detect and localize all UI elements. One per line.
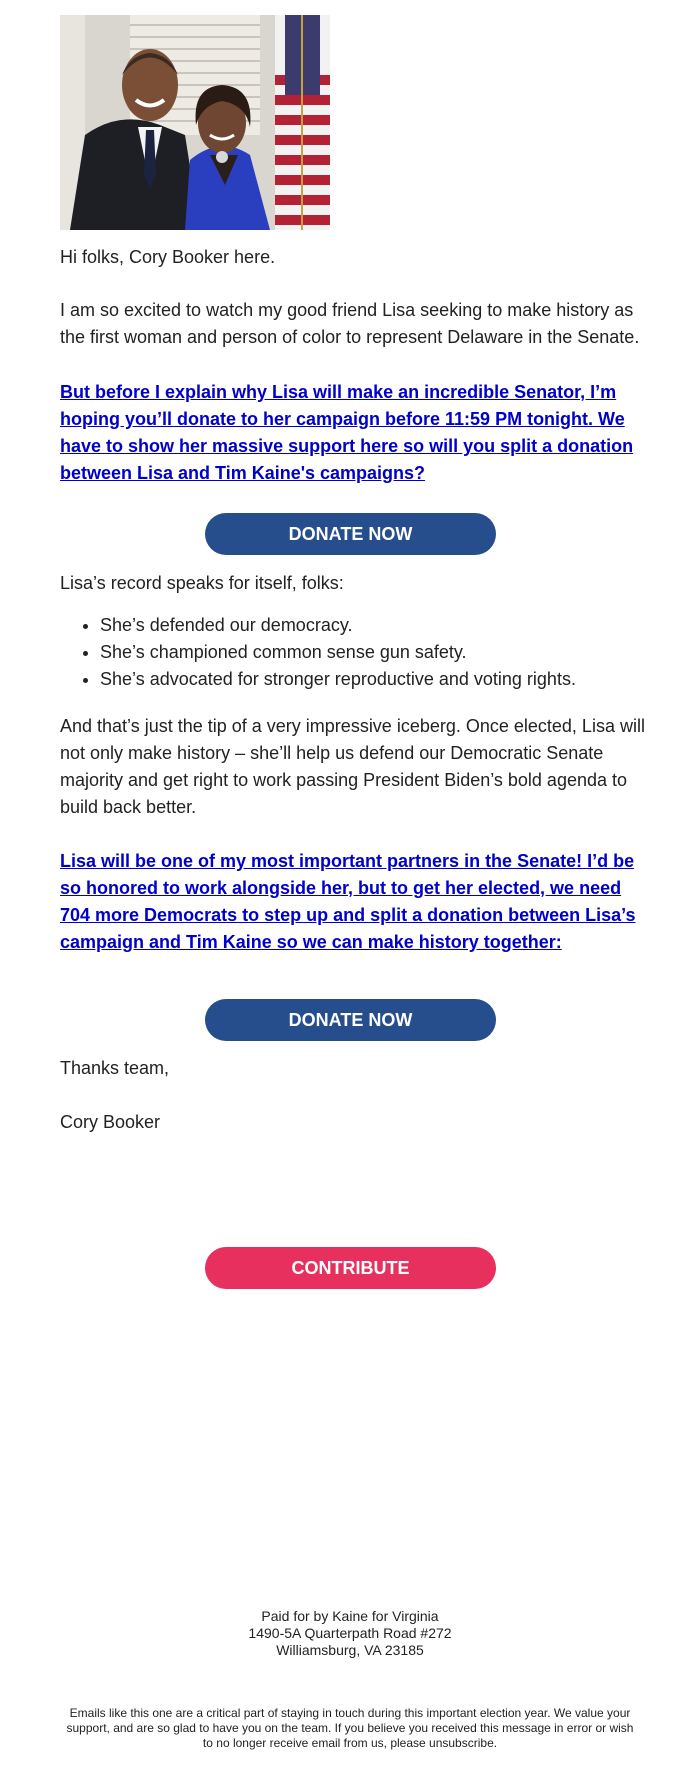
- contribute-button[interactable]: CONTRIBUTE: [205, 1247, 496, 1289]
- record-list: [60, 612, 640, 693]
- paid-for-text: Paid for by Kaine for Virginia: [261, 1608, 439, 1624]
- address-line-2: Williamsburg, VA 23185: [276, 1642, 424, 1658]
- greeting-text: Hi folks, Cory Booker here.: [60, 247, 276, 267]
- donate-now-button-2[interactable]: DONATE NOW: [205, 999, 496, 1041]
- list-item: • She’s defended our democracy.: [100, 612, 640, 639]
- footer-disclaimer: Emails like this one are a critical part of staying in touch during this important election year. We value your support, and are so glad to have you on the team. If you believe you received this message in error or wish to no longer receive email from us, please unsubscribe.: [66, 1706, 634, 1750]
- list-item: • She’s advocated for stronger reproductive and voting rights.: [100, 666, 640, 693]
- photo-illustration: [60, 15, 330, 230]
- list-item: • She’s championed common sense gun safety.: [100, 639, 640, 666]
- donation-ask-link-2[interactable]: Lisa will be one of my most important partners in the Senate! I’d be so honored to work alongside her, but to get her elected, we need 704 more Democrats to step up and split a donation between Lisa’s campaign and Tim Kaine so we can make history together:: [60, 851, 636, 952]
- address-line-1: 1490-5A Quarterpath Road #272: [248, 1625, 452, 1641]
- record-intro-text: Lisa’s record speaks for itself, folks:: [60, 573, 344, 593]
- donate-now-button-1[interactable]: DONATE NOW: [205, 513, 496, 555]
- signature-text: Cory Booker: [60, 1112, 161, 1132]
- footer-paid-for: [0, 1608, 700, 1659]
- header-photo: [60, 15, 330, 230]
- donation-ask-link-1[interactable]: But before I explain why Lisa will make an incredible Senator, I’m hoping you’ll donate to her campaign before 11:59 PM tonight. We have to show her massive support here so will you split a donation between Lisa and Tim Kaine's campaigns?: [60, 382, 634, 483]
- intro-paragraph: I am so excited to watch my good friend Lisa seeking to make history as the first woman and person of color to represent Delaware in the Senate.: [60, 300, 640, 347]
- flag-icon: [275, 15, 330, 230]
- thanks-text: Thanks team,: [60, 1058, 170, 1078]
- iceberg-paragraph: And that’s just the tip of a very impressive iceberg. Once elected, Lisa will not only make history – she’ll help us defend our Democratic Senate majority and get right to work passing President Biden’s bold agenda to build back better.: [60, 716, 645, 817]
